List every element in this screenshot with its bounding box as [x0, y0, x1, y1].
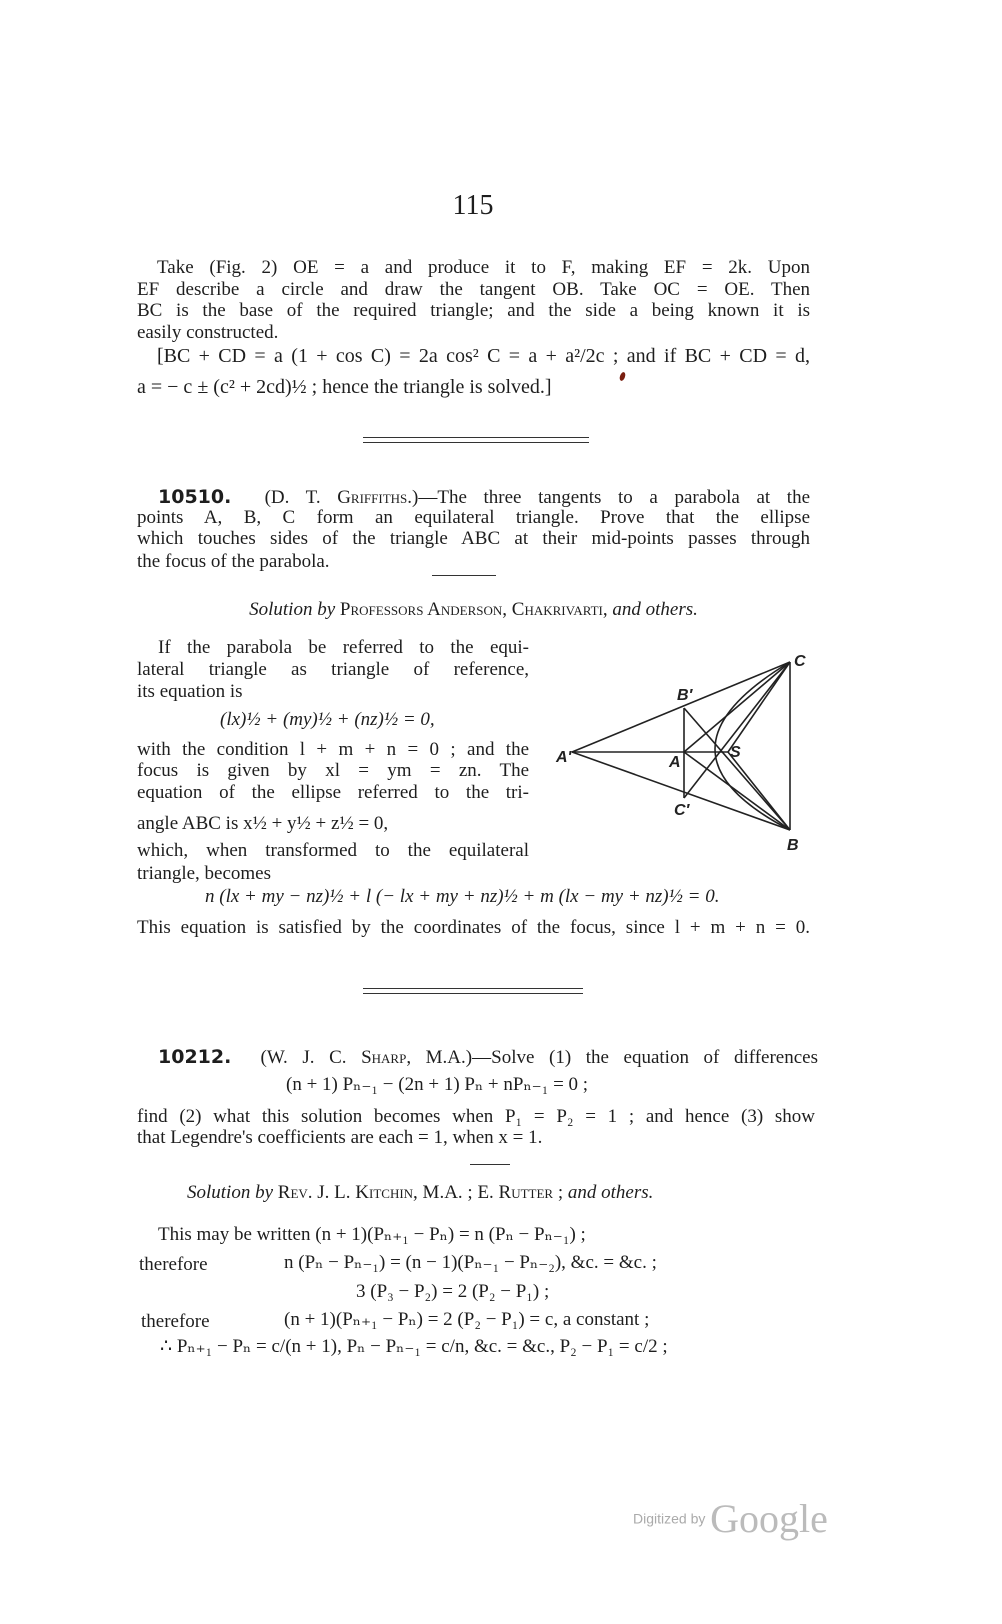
- question-header: [158, 1046, 818, 1069]
- text-line: equation of the ellipse referred to the tri-: [137, 782, 529, 803]
- text-line: find (2) what this solution becomes when P₁ = P₂ = 1 ; and hence (3) show: [137, 1106, 815, 1127]
- text-line: If the parabola be referred to the equi-: [158, 637, 529, 658]
- text-line: points A, B, C form an equilateral triangle. Prove that the ellipse: [137, 507, 810, 528]
- solution-credit: [137, 599, 810, 621]
- question-author: (D. T. Griffiths.): [264, 487, 419, 508]
- equation-line: (n + 1)(Pₙ₊₁ − Pₙ) = 2 (P₂ − P₁) = c, a constant ;: [284, 1309, 650, 1330]
- equation-line: (n + 1) Pₙ₋₁ − (2n + 1) Pₙ + nPₙ₋₁ = 0 ;: [286, 1074, 589, 1095]
- text-line: triangle, becomes: [137, 863, 272, 884]
- divider: [363, 437, 589, 438]
- divider: [432, 575, 496, 576]
- figure-label: A: [669, 754, 681, 771]
- divider: [363, 993, 583, 994]
- divider: [470, 1164, 510, 1165]
- figure-label: S: [730, 744, 741, 761]
- figure-label: C: [794, 653, 806, 670]
- figure-label: A′: [556, 749, 572, 766]
- equation-line: n (Pₙ − Pₙ₋₁) = (n − 1)(Pₙ₋₁ − Pₙ₋₂), &c. = &c. ;: [284, 1252, 657, 1273]
- equation-line: 3 (P₃ − P₂) = 2 (P₂ − P₁) ;: [356, 1281, 550, 1302]
- question-number: 10510.: [158, 486, 232, 508]
- equation-line: (lx)½ + (my)½ + (nz)½ = 0,: [220, 709, 435, 730]
- ink-mark: [619, 371, 627, 381]
- question-header: [158, 486, 810, 509]
- text-line: This equation is satisfied by the coordinates of the focus, since l + m + n = 0.: [137, 917, 810, 938]
- figure-label: B′: [677, 687, 693, 704]
- divider: [363, 442, 589, 443]
- text-line: with the condition l + m + n = 0 ; and the: [137, 739, 529, 760]
- solution-suffix: and others.: [612, 599, 698, 620]
- solution-suffix: and others.: [567, 1182, 654, 1203]
- solution-prefix: Solution by: [249, 599, 336, 620]
- question-number: 10212.: [158, 1046, 232, 1068]
- text-line: —The three tangents to a parabola at the: [418, 487, 810, 508]
- equation-line: n (lx + my − nz)½ + l (− lx + my + nz)½ + m (lx − my + nz)½ = 0.: [205, 886, 720, 907]
- text-line: that Legendre's coefficients are each = 1, when x = 1.: [137, 1127, 543, 1148]
- digitized-by-google-watermark: [633, 1495, 828, 1542]
- text-line: its equation is: [137, 681, 243, 702]
- solvers: Rev. J. L. Kitchin, M.A. ; E. Rutter ;: [277, 1182, 564, 1203]
- google-logo: Google: [710, 1496, 828, 1541]
- watermark-prefix: Digitized by: [633, 1510, 706, 1527]
- text-line: which, when transformed to the equilateral: [137, 840, 529, 861]
- text-line: lateral triangle as triangle of reference,: [137, 659, 529, 680]
- figure-label: C′: [674, 802, 690, 819]
- text-line: EF describe a circle and draw the tangent OB. Take OC = OE. Then: [137, 279, 810, 300]
- divider: [363, 988, 583, 989]
- text-line: therefore: [139, 1254, 208, 1275]
- figure-label: B: [787, 837, 799, 854]
- text-line: therefore: [141, 1311, 210, 1332]
- text-line: easily constructed.: [137, 322, 279, 343]
- equation-line: [BC + CD = a (1 + cos C) = 2a cos² C = a + a²/2c ; and if BC + CD = d,: [157, 345, 810, 367]
- question-author: (W. J. C. Sharp, M.A.): [260, 1047, 473, 1068]
- text-line: which touches sides of the triangle ABC at their mid-points passes through: [137, 528, 810, 549]
- text-line: Take (Fig. 2) OE = a and produce it to F, making EF = 2k. Upon: [157, 257, 810, 278]
- parabola-triangle-figure: [550, 640, 820, 860]
- text-line: angle ABC is x½ + y½ + z½ = 0,: [137, 813, 389, 834]
- solution-prefix: Solution by: [187, 1182, 274, 1203]
- text-line: focus is given by xl = ym = zn. The: [137, 760, 529, 781]
- text-line: the focus of the parabola.: [137, 551, 330, 572]
- text-line: This may be written (n + 1)(Pₙ₊₁ − Pₙ) = n (Pₙ − Pₙ₋₁) ;: [158, 1224, 586, 1245]
- equation-line: ∴ Pₙ₊₁ − Pₙ = c/(n + 1), Pₙ − Pₙ₋₁ = c/n, &c. = &c., P₂ − P₁ = c/2 ;: [160, 1336, 668, 1357]
- solvers: Professors Anderson, Chakrivarti,: [339, 599, 608, 620]
- page-number: 115: [452, 190, 494, 221]
- solution-credit: [187, 1182, 653, 1204]
- text-line: BC is the base of the required triangle; and the side a being known it is: [137, 300, 810, 321]
- text-line: —Solve (1) the equation of differences: [472, 1047, 818, 1068]
- equation-line: a = − c ± (c² + 2cd)½ ; hence the triangle is solved.]: [137, 376, 552, 398]
